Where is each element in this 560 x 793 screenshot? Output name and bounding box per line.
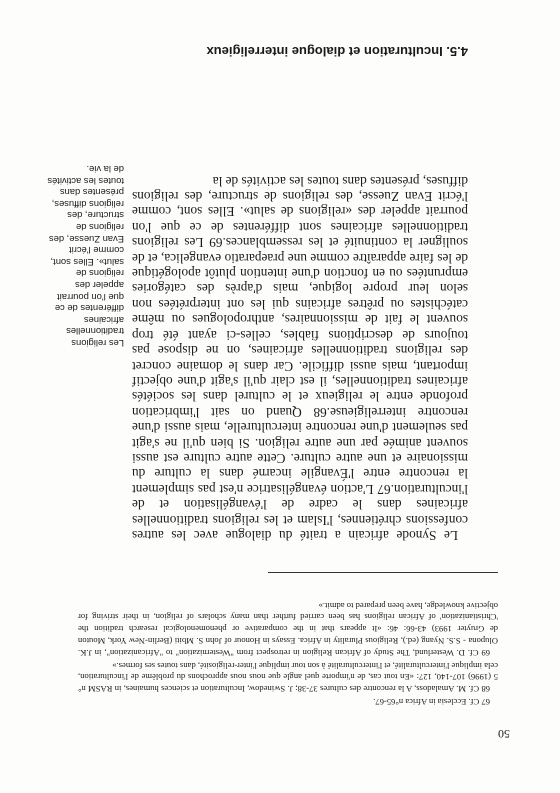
footnote-rule xyxy=(268,572,498,573)
footnote-67: 67 Cf. Ecclesia in Africa n°65-67. xyxy=(373,697,490,707)
margin-note: Les religions traditionnelles africaines différentes de ce que l'on pourrait appeler des religions de salut». Elles sont, comme l'écrit Evan Zuesse, des religions de structure, des religions diffuses, présentes dans toutes les activités de la vie. xyxy=(47,164,124,349)
section-heading: 4.5. Inculturation et dialogue interreligieux xyxy=(206,44,468,59)
footnote-68: 68 Cf. M. Amaladoss, A la rencontre des cultures 37-38; J. Swinedow, Inculturation et sciences humaines, in RASM n° 5 (1996) 107-140, 127: «En tout cas, de n'importe quel angle que nous nous approchons du problème de l'inculturation, cela implique l'interculturalité, et l'interculturalité à son tour implique l'inter-religiosité, dans toutes ses formes.» xyxy=(78,660,498,695)
main-text xyxy=(132,173,468,543)
footnote-69: 69 Cf. D. Westerlund, The Study of African Religion in retrospect from "Westernization" to "Africanization", in J.K. Olupona - S.S. Nyang (ed.), Religious Plurality in Africa. Essays in Honour of John S. Mbiti (Berlin-New York, Mouton de Gruyter 1993) 43-66: 46: «It appears that in the comparative or phenomenological research tradition the 'Christianization' of African religions has been carried further than many scholars of religion, in their striving for objective knowledge, have been prepared to admit.» xyxy=(78,600,498,658)
body-paragraph: Le Synode africain a traité du dialogue avec les autres confessions chrétiennes, l'Islam et les religions traditionnelles africaines dans le cadre de l'évangélisation et de l'inculturation.67 L'action évangélisatrice n'est pas simplement la rencontre entre l'Évangile incarné dans la culture du missionaire et une autre culture. Cette autre culture est aussi souvent animée par une autre religion. Si bien qu'il ne s'agit pas seulement d'une rencontre interculturelle, mais aussi d'une rencontre interreligieuse.68 Quand on sait l'imbrication profonde entre le religieux et le culturel dans les sociétés africaines traditionnelles, il est clair qu'il s'agit d'une objectif important, mais aussi difficile. Car dans le domaine concret des religions traditionnelles africaines, on ne dispose pas toujours de descriptions fiables, celles-ci ayant été trop souvent le fait de missionnaires, anthropologues ou même catéchistes ou prêtres africains qui les ont interprétées non selon leur propre logique, mais d'après des catégories empruntées ou en fonction d'une intention plutôt apologétique de les faire apparaître comme une praeparatio evangelica, et de souligner la continuité et les ressemblances.69 Les religions traditionnelles africaines sont différentes de ce que l'on pourrait appeler des «religions de salut». Elles sont, comme l'écrit Evan Zuesse, des religions de structure, des religions diffuses, présentes dans toutes les activités de la xyxy=(132,173,468,543)
footnotes xyxy=(78,598,498,707)
page-number: 50 xyxy=(498,727,510,741)
